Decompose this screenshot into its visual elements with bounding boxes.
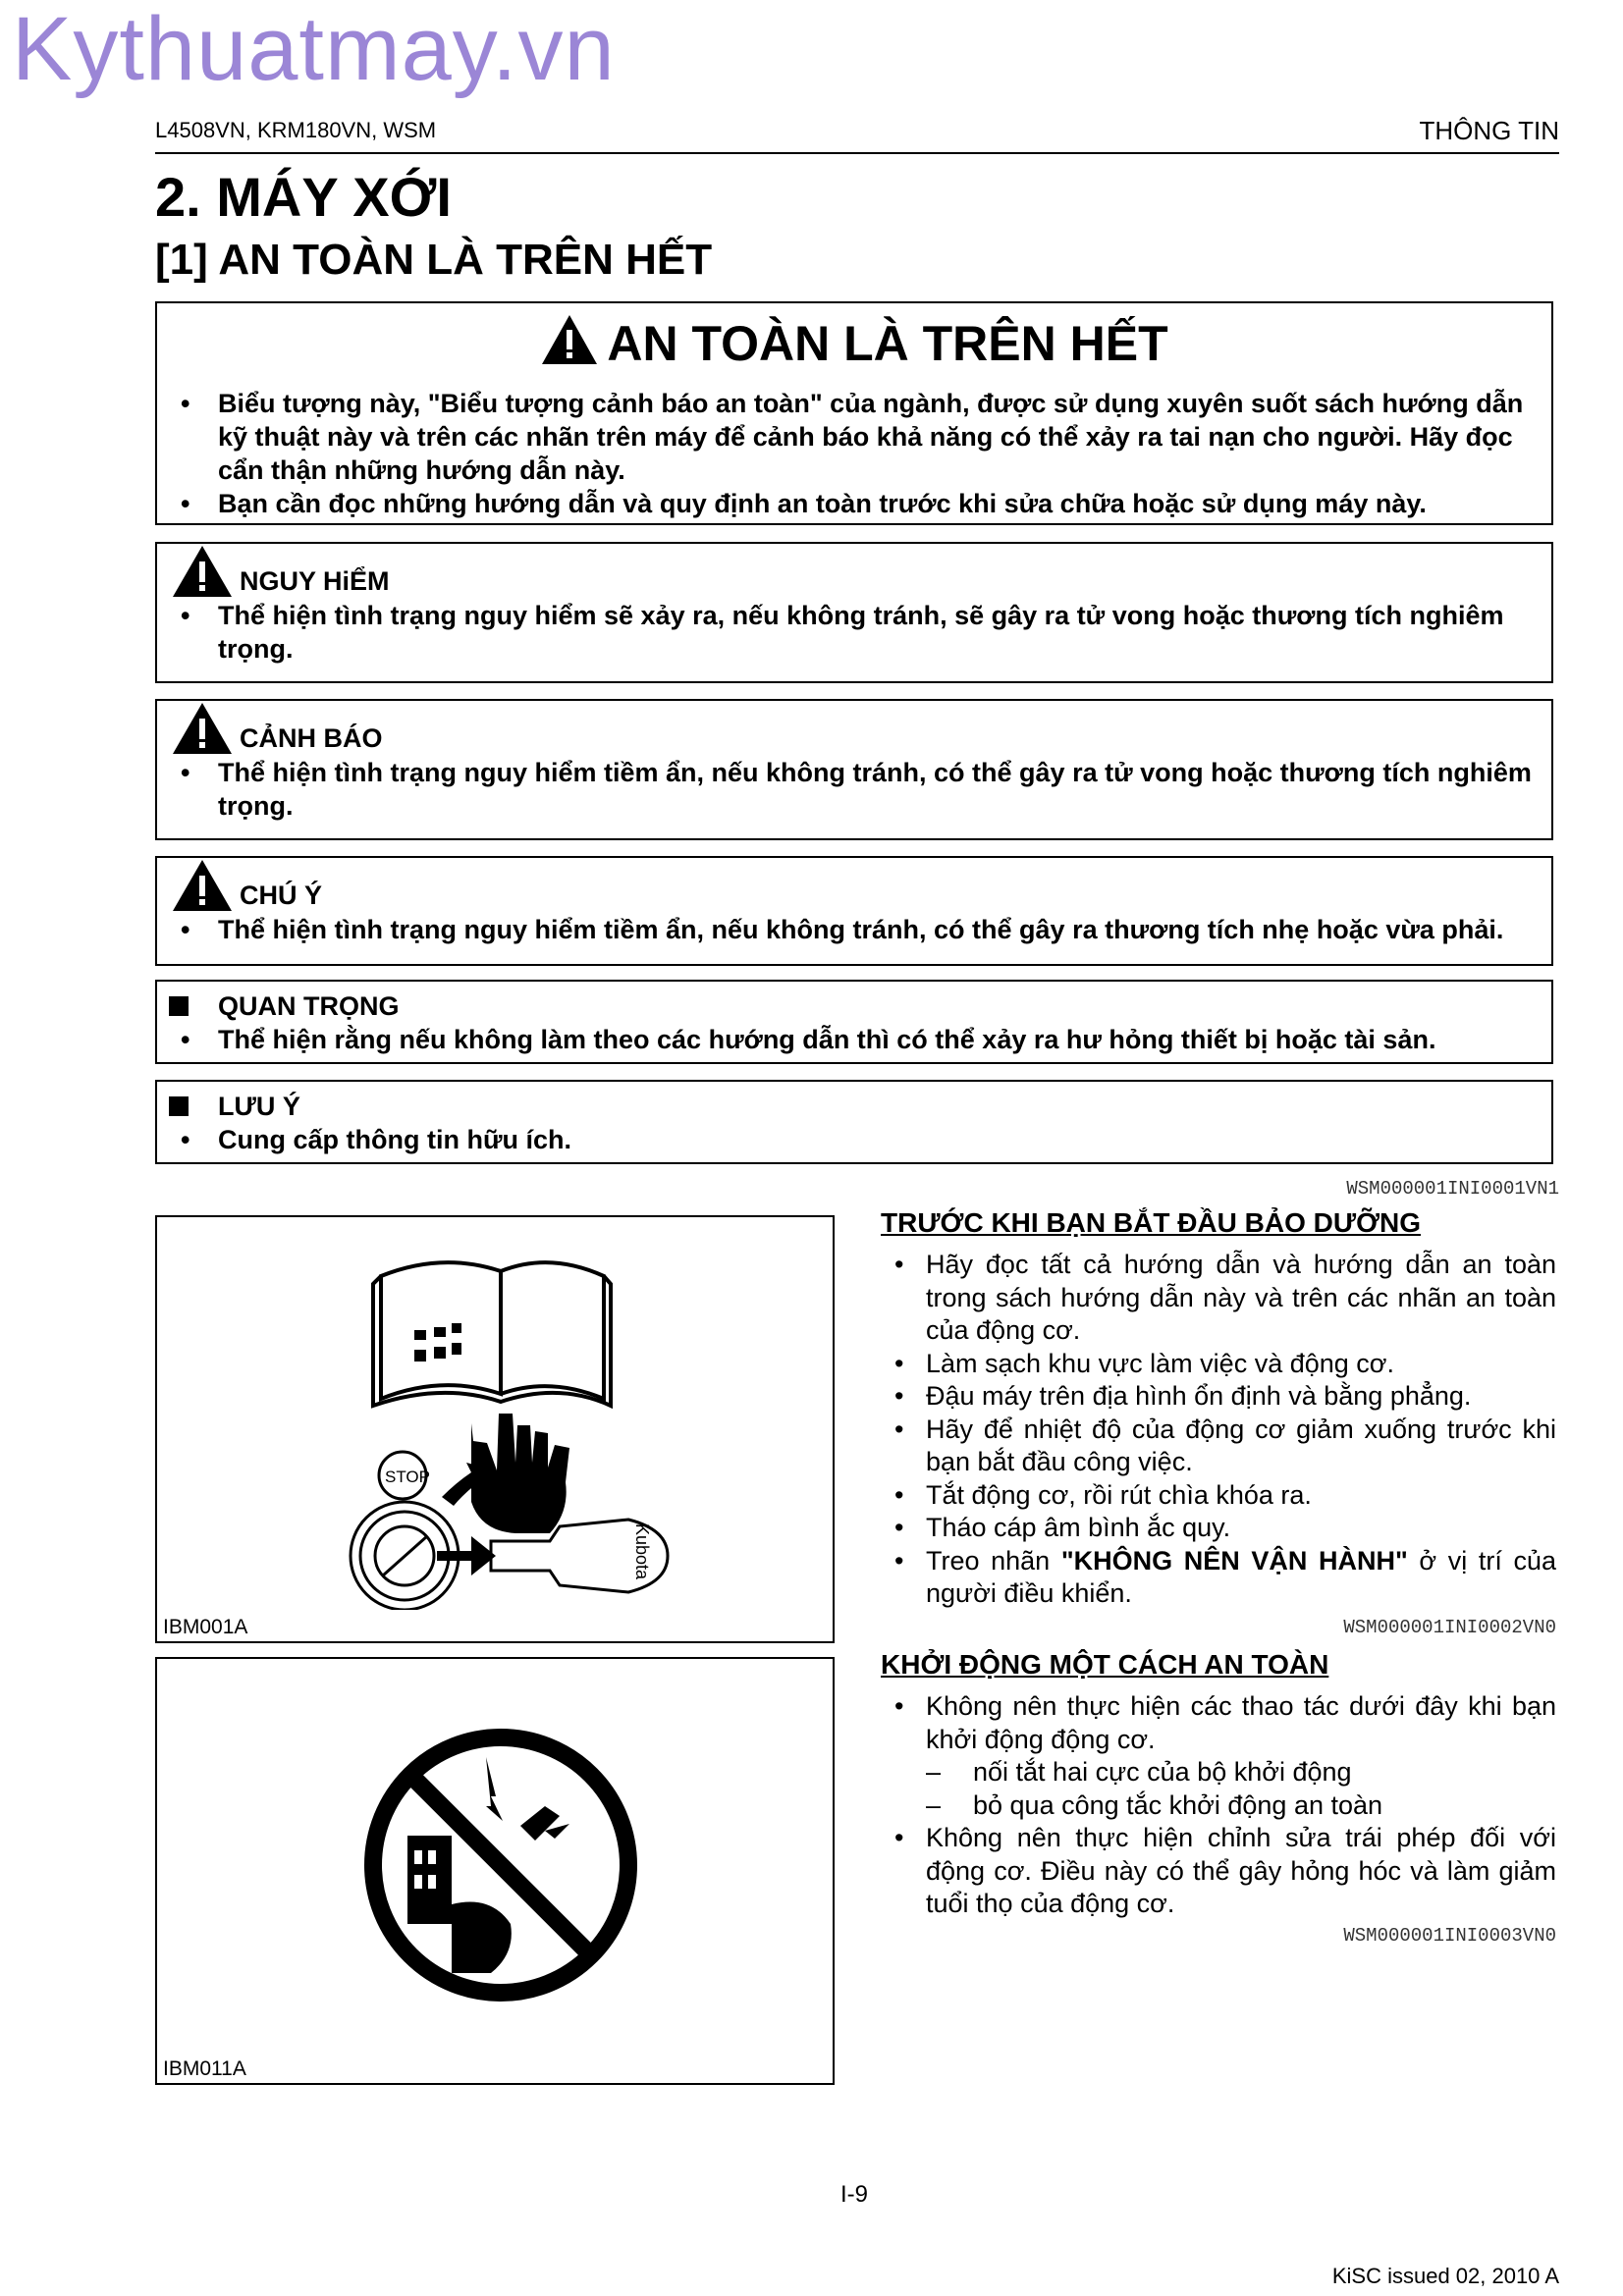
caution-text: • Thể hiện tình trạng nguy hiểm tiềm ẩn, nếu không tránh, có thể gây ra thương tích nhẹ hoặc vừa phải.: [157, 913, 1551, 946]
note-label: LƯU Ý: [218, 1091, 300, 1121]
square-bullet-icon: [169, 996, 189, 1016]
list-item: • Hãy để nhiệt độ của động cơ giảm xuống trước khi bạn bắt đầu công việc.: [881, 1414, 1556, 1479]
note-text: • Cung cấp thông tin hữu ích.: [157, 1123, 1551, 1156]
figure-2-label: IBM011A: [163, 2057, 246, 2080]
warning-alert-icon: [171, 701, 234, 756]
note-box: [155, 1080, 1553, 1164]
figure-no-shortcircuit: [155, 1657, 835, 2085]
doc-code: WSM000001INI0001VN1: [1346, 1178, 1559, 1200]
brand-label: Kubota: [632, 1523, 652, 1580]
warning-label: CẢNH BÁO: [240, 723, 383, 753]
danger-box: [155, 542, 1553, 683]
list-item: • Không nên thực hiện chỉnh sửa trái phép đối với động cơ. Điều này có thể gây hỏng hóc và làm giảm tuổi thọ của động cơ.: [881, 1822, 1556, 1921]
safety-alert-icon: [540, 313, 599, 366]
list-item: • Tháo cáp âm bình ắc quy.: [881, 1512, 1556, 1545]
figure-read-manual: [155, 1215, 835, 1643]
section-title: 2. MÁY XỚI: [155, 166, 452, 228]
subsection-title: [1] AN TOÀN LÀ TRÊN HẾT: [155, 236, 713, 284]
caution-box: [155, 856, 1553, 966]
header-model: L4508VN, KRM180VN, WSM: [155, 118, 437, 142]
square-bullet-icon: [169, 1096, 189, 1116]
note-title-row: [157, 1090, 1551, 1123]
list-item: • Tắt động cơ, rồi rút chìa khóa ra.: [881, 1479, 1556, 1513]
important-text: • Thể hiện rằng nếu không làm theo các hướng dẫn thì có thể xảy ra hư hỏng thiết bị hoặc tài sản.: [157, 1023, 1551, 1056]
read-manual-key-illustration: [157, 1217, 833, 1610]
important-box: [155, 980, 1553, 1064]
list-item: • Hãy đọc tất cả hướng dẫn và hướng dẫn an toàn trong sách hướng dẫn này và trên các nhãn an toàn của động cơ.: [881, 1249, 1556, 1348]
before-maintenance-section: [881, 1207, 1556, 1638]
list-item: • Không nên thực hiện các thao tác dưới đây khi bạn khởi động động cơ.: [881, 1690, 1556, 1756]
page-number: I-9: [840, 2181, 869, 2208]
stop-label: STOP: [385, 1468, 430, 1486]
header-section: THÔNG TIN: [1419, 116, 1559, 145]
safety-first-bullet: • Bạn cần đọc những hướng dẫn và quy định an toàn trước khi sửa chữa hoặc sử dụng máy này.: [157, 487, 1551, 520]
dash-item: – bỏ qua công tắc khởi động an toàn: [881, 1789, 1556, 1823]
tag-text-suffix: ở vị trí của người điều khiển.: [926, 1545, 1556, 1608]
danger-alert-icon: [171, 544, 234, 599]
list-item: [881, 1545, 1556, 1611]
important-title-row: [157, 989, 1551, 1023]
danger-label: NGUY HiỂM: [240, 566, 390, 596]
watermark: Kythuatmay.vn: [12, 0, 616, 99]
do-not-operate-tag: "KHÔNG NÊN VẬN HÀNH": [1060, 1545, 1408, 1575]
figure-1-label: IBM001A: [163, 1616, 248, 1638]
danger-text: • Thể hiện tình trạng nguy hiểm sẽ xảy ra, nếu không tránh, sẽ gây ra tử vong hoặc thương tích nghiêm trọng.: [157, 599, 1551, 666]
header-rule: [155, 152, 1559, 154]
important-label: QUAN TRỌNG: [218, 990, 400, 1021]
warning-box: [155, 699, 1553, 840]
safe-start-section: [881, 1649, 1556, 1947]
safe-start-title: KHỞI ĐỘNG MỘT CÁCH AN TOÀN: [881, 1649, 1329, 1680]
caution-signal-row: [157, 858, 1551, 913]
safety-first-title-row: [157, 313, 1551, 373]
list-item: • Đậu máy trên địa hình ổn định và bằng phẳng.: [881, 1380, 1556, 1414]
caution-alert-icon: [171, 858, 234, 913]
doc-code: WSM000001INI0003VN0: [1343, 1924, 1556, 1947]
safety-first-title: AN TOÀN LÀ TRÊN HẾT: [607, 316, 1168, 371]
issued-note: KiSC issued 02, 2010 A: [1331, 2264, 1559, 2288]
tag-text-prefix: Treo nhãn: [926, 1545, 1061, 1575]
before-maintenance-title: TRƯỚC KHI BẠN BẮT ĐẦU BẢO DƯỠNG: [881, 1207, 1421, 1238]
doc-code: WSM000001INI0002VN0: [1343, 1616, 1556, 1638]
list-item: • Làm sạch khu vực làm việc và động cơ.: [881, 1348, 1556, 1381]
danger-signal-row: [157, 544, 1551, 599]
warning-signal-row: [157, 701, 1551, 756]
dash-item: – nối tắt hai cực của bộ khởi động: [881, 1756, 1556, 1789]
safety-first-box: [155, 301, 1553, 525]
caution-label: CHÚ Ý: [240, 881, 323, 910]
safety-first-bullet: • Biểu tượng này, "Biểu tượng cảnh báo an toàn" của ngành, được sử dụng xuyên suốt sách hướng dẫn kỹ thuật này và trên các nhãn trên máy để cảnh báo khả năng có thể xảy ra tai nạn cho người. Hãy đọc cẩn thận những hướng dẫn này.: [157, 387, 1551, 487]
no-bypass-start-illustration: [157, 1659, 833, 2052]
warning-text: • Thể hiện tình trạng nguy hiểm tiềm ẩn, nếu không tránh, có thể gây ra tử vong hoặc thương tích nghiêm trọng.: [157, 756, 1551, 823]
